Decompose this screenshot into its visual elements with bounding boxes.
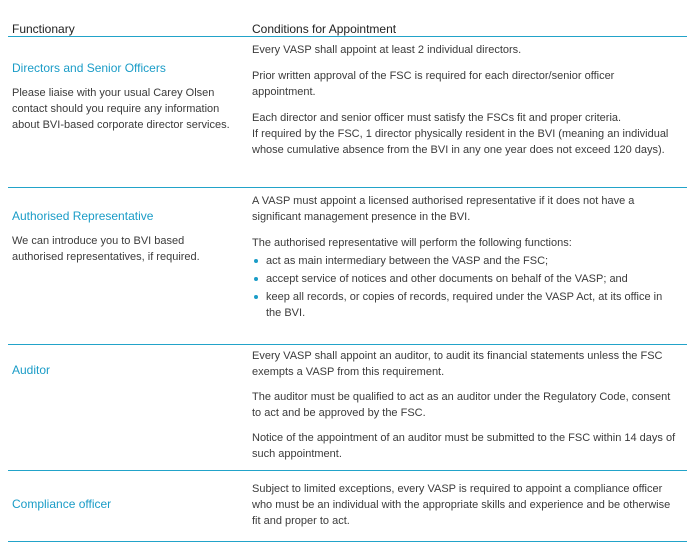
table-row-authorised-representative: [8, 188, 687, 345]
row-title: Directors and Senior Officers: [12, 61, 166, 75]
functions-list: [252, 253, 680, 321]
bullet-icon: [254, 277, 258, 281]
header-functionary: Functionary: [12, 22, 75, 36]
condition-text: The auditor must be qualified to act as an auditor under the Regulatory Code, consent to act and be approved by the FSC.: [252, 391, 671, 419]
condition-text: Prior written approval of the FSC is required for each director/senior officer appointment.: [252, 70, 615, 98]
conditions-cell: [252, 481, 680, 529]
bullet-icon: [254, 259, 258, 263]
row-title: Compliance officer: [12, 497, 112, 511]
condition-text: Every VASP shall appoint an auditor, to audit its financial statements unless the FSC exempts a VASP from this requirement.: [252, 350, 663, 378]
condition-text: Notice of the appointment of an auditor must be submitted to the FSC within 14 days of such appointment.: [252, 432, 676, 460]
header-conditions: Conditions for Appointment: [252, 22, 397, 36]
conditions-cell: [252, 348, 680, 462]
row-title: Auditor: [12, 363, 51, 377]
condition-text: If required by the FSC, 1 director physically resident in the BVI (meaning an individual whose cumulative absence from the BVI in any one year does not exceed 120 days).: [252, 128, 669, 156]
condition-text: Every VASP shall appoint at least 2 individual directors.: [252, 44, 522, 56]
bullet-icon: [254, 295, 258, 299]
functionary-cell: [12, 363, 238, 377]
list-item: accept service of notices and other documents on behalf of the VASP; and: [252, 271, 680, 287]
conditions-cell: [252, 193, 680, 321]
functionary-cell: [12, 497, 238, 511]
functionary-cell: [12, 61, 238, 133]
list-item: act as main intermediary between the VASP and the FSC;: [252, 253, 680, 269]
row-note: Please liaise with your usual Carey Olsen contact should you require any information about BVI-based corporate director services.: [12, 87, 230, 131]
condition-text: A VASP must appoint a licensed authorised representative if it does not have a significant management presence in the BVI.: [252, 195, 635, 223]
row-note: We can introduce you to BVI based authorised representatives, if required.: [12, 235, 200, 263]
table-row-directors: [8, 37, 687, 188]
table-header: [8, 0, 687, 37]
row-title: Authorised Representative: [12, 209, 154, 223]
conditions-cell: [252, 42, 680, 158]
condition-text: Subject to limited exceptions, every VASP is required to appoint a compliance officer who must be an individual with the appropriate skills and experience and be otherwise fit and proper to act.: [252, 483, 671, 527]
table-row-auditor: [8, 345, 687, 471]
functionary-cell: [12, 209, 238, 265]
table-row-compliance-officer: [8, 471, 687, 542]
condition-text: The authorised representative will perform the following functions:: [252, 237, 572, 249]
condition-text: Each director and senior officer must satisfy the FSCs fit and proper criteria.: [252, 112, 622, 124]
list-item: keep all records, or copies of records, required under the VASP Act, at its office in the BVI.: [252, 289, 680, 321]
